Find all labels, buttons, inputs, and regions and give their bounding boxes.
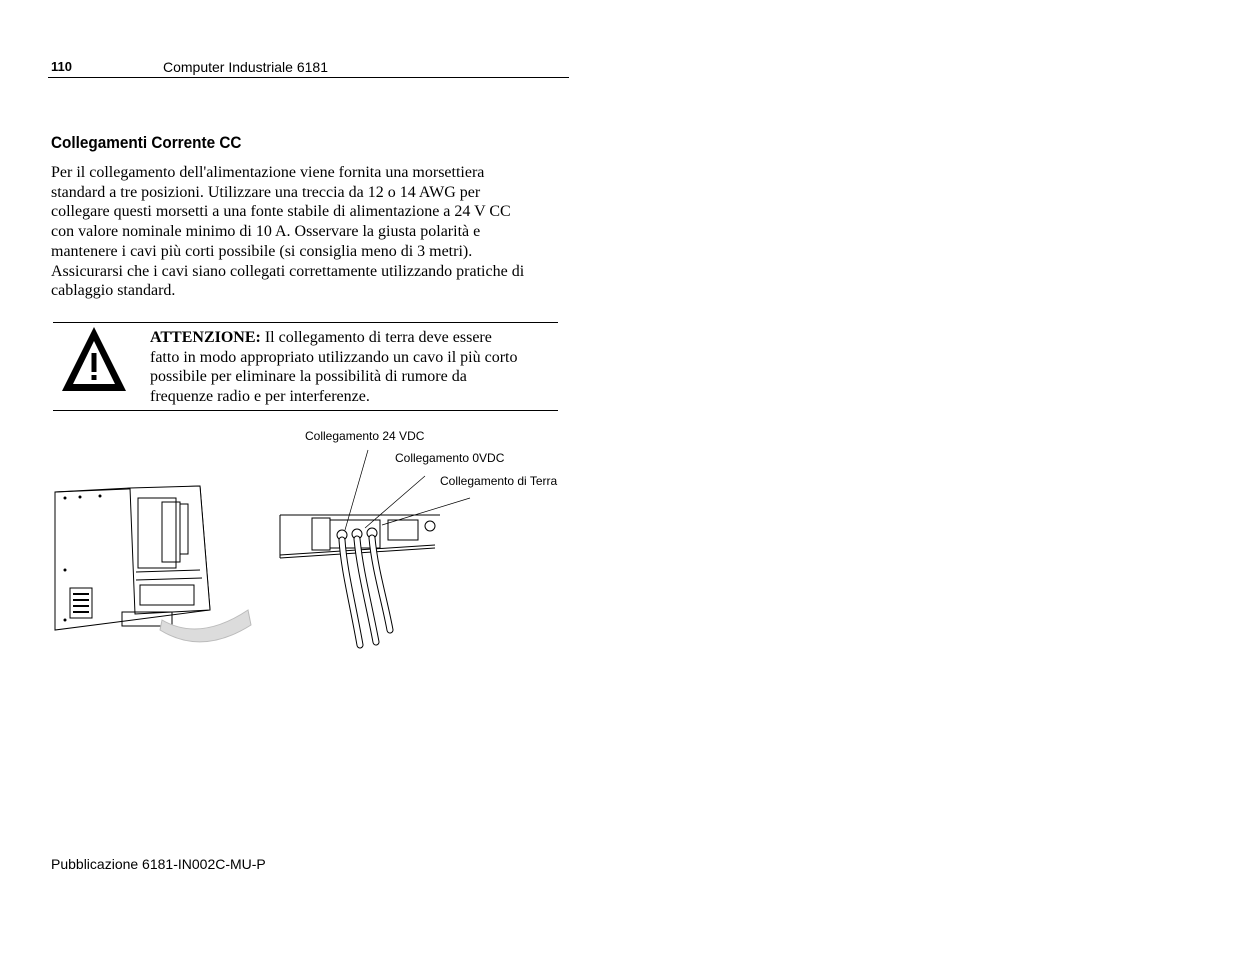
body-paragraph [51, 163, 571, 301]
page-number: 110 [51, 59, 72, 74]
warning-rule-top [53, 322, 558, 323]
footer-publication: Pubblicazione 6181-IN002C-MU-P [51, 856, 266, 872]
warning-line: possibile per eliminare la possibilità di rumore da [150, 368, 467, 386]
body-line: Assicurarsi che i cavi siano collegati correttamente utilizzando pratiche di [51, 262, 525, 280]
section-heading: Collegamenti Corrente CC [51, 133, 242, 152]
header-rule [48, 77, 569, 78]
warning-line-text: Il collegamento di terra deve essere [260, 329, 492, 346]
body-line: Per il collegamento dell'alimentazione viene fornita una morsettiera [51, 164, 485, 181]
warning-text [150, 328, 570, 407]
terminal-block-illustration [280, 515, 440, 645]
callout-24vdc: Collegamento 24 VDC [305, 429, 425, 443]
body-line: collegare questi morsetti a una fonte stabile di alimentazione a 24 V CC [51, 203, 511, 221]
body-line: cablaggio standard. [51, 282, 176, 300]
warning-triangle-icon [60, 325, 128, 393]
computer-back-illustration [55, 486, 210, 630]
body-line: mantenere i cavi più corti possibile (si consiglia meno di 3 metri). [51, 242, 473, 260]
warning-label: ATTENZIONE: [150, 329, 261, 346]
body-line: standard a tre posizioni. Utilizzare una treccia da 12 o 14 AWG per [51, 183, 481, 201]
warning-line: frequenze radio e per interferenze. [150, 388, 370, 406]
callout-ground: Collegamento di Terra [440, 474, 558, 488]
warning-rule-bottom [53, 410, 558, 411]
warning-line: fatto in modo appropriato utilizzando un cavo il più corto [150, 348, 518, 366]
warning-line [150, 328, 570, 348]
header-title: Computer Industriale 6181 [163, 59, 328, 75]
callout-0vdc: Collegamento 0VDC [395, 451, 505, 465]
body-line: con valore nominale minimo di 10 A. Osservare la giusta polarità e [51, 223, 481, 241]
